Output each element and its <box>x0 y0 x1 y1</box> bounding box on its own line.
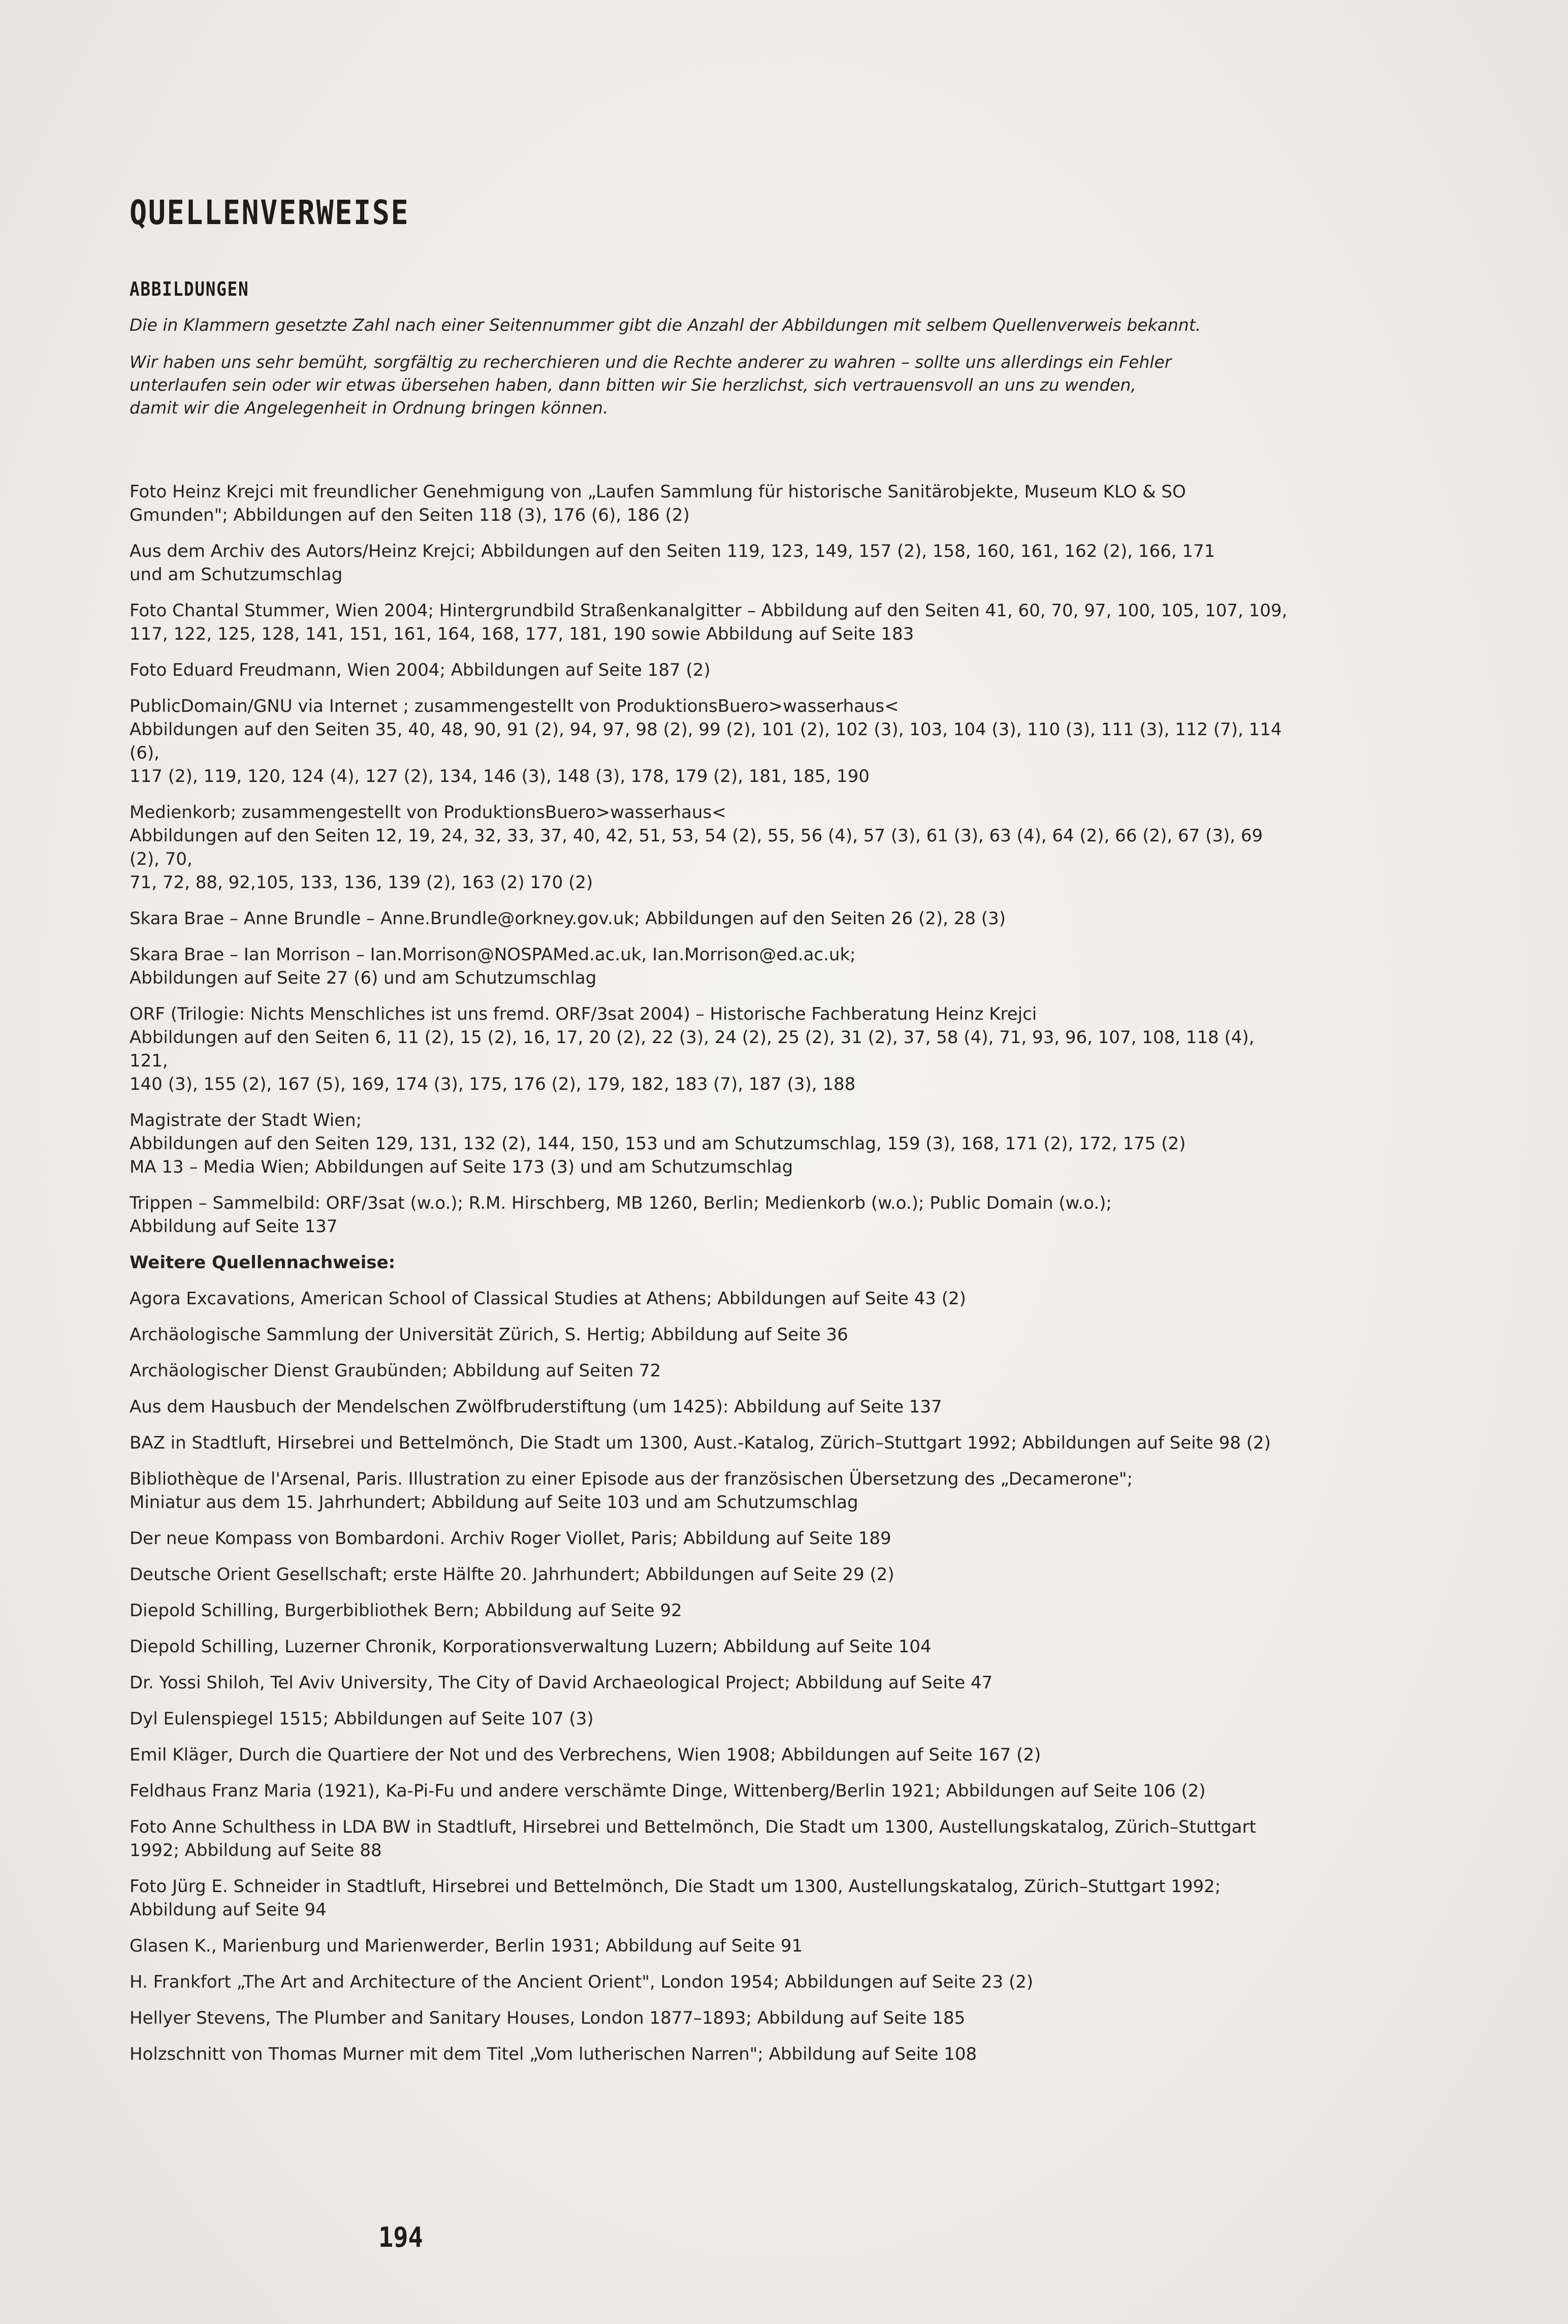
further-source-entry: Diepold Schilling, Luzerner Chronik, Korporationsverwaltung Luzern; Abbildung auf Seite 104 <box>130 1637 932 1657</box>
further-source-entry: Dyl Eulenspiegel 1515; Abbildungen auf Seite 107 (3) <box>130 1709 594 1729</box>
source-entry: PublicDomain/GNU via Internet ; zusammengestellt von ProduktionsBuero>wasserhaus< Abbildungen auf den Seiten 35, 40, 48, 90, 91 (2), 94, 97, 98 (2), 99 (2), 101 (2), 102 (3), 103, 104 (3), 110 (3), 111 (3), 112 (7), 114 (6), 117 (2), 119, 120, 124 (4), 127 (2), 134, 146 (3), 148 (3), 178, 179 (2), 181, 185, 190 <box>130 696 1282 787</box>
further-source-entry: Archäologische Sammlung der Universität Zürich, S. Hertig; Abbildung auf Seite 36 <box>130 1325 848 1345</box>
further-source-entry: Emil Kläger, Durch die Quartiere der Not und des Verbrechens, Wien 1908; Abbildungen auf Seite 167 (2) <box>130 1745 1041 1765</box>
further-source-entry: BAZ in Stadtluft, Hirsebrei und Bettelmönch, Die Stadt um 1300, Aust.-Katalog, Zürich–Stuttgart 1992; Abbildungen auf Seite 98 (2) <box>130 1433 1271 1453</box>
content-column <box>130 193 1298 2079</box>
source-entry: Aus dem Archiv des Autors/Heinz Krejci; Abbildungen auf den Seiten 119, 123, 149, 157 (2), 158, 160, 161, 162 (2), 166, 171 und am Schutzumschlag <box>130 541 1215 585</box>
page-number: 194 <box>378 2221 423 2253</box>
source-entry: Foto Eduard Freudmann, Wien 2004; Abbildungen auf Seite 187 (2) <box>130 660 711 680</box>
further-source-entry: Glasen K., Marienburg und Marienwerder, Berlin 1931; Abbildung auf Seite 91 <box>130 1936 803 1956</box>
further-source-entry: Deutsche Orient Gesellschaft; erste Hälfte 20. Jahrhundert; Abbildungen auf Seite 29 (2) <box>130 1564 894 1585</box>
intro-note: Die in Klammern gesetzte Zahl nach einer Seitennummer gibt die Anzahl der Abbildungen mit selbem Quellenverweis bekannt. <box>130 315 1201 335</box>
source-entry: Skara Brae – Anne Brundle – Anne.Brundle@orkney.gov.uk; Abbildungen auf den Seiten 26 (2), 28 (3) <box>130 908 1006 929</box>
source-entry: Magistrate der Stadt Wien; Abbildungen auf den Seiten 129, 131, 132 (2), 144, 150, 153 und am Schutzumschlag, 159 (3), 168, 171 (2), 172, 175 (2) MA 13 – Media Wien; Abbildungen auf Seite 173 (3) und am Schutzumschlag <box>130 1110 1186 1177</box>
source-entry: ORF (Trilogie: Nichts Menschliches ist uns fremd. ORF/3sat 2004) – Historische Fachberatung Heinz Krejci Abbildungen auf den Seiten 6, 11 (2), 15 (2), 16, 17, 20 (2), 22 (3), 24 (2), 25 (2), 31 (2), 37, 58 (4), 71, 93, 96, 107, 108, 118 (4), 121, 140 (3), 155 (2), 167 (5), 169, 174 (3), 175, 176 (2), 179, 182, 183 (7), 187 (3), 188 <box>130 1004 1255 1094</box>
further-source-entry: Bibliothèque de l'Arsenal, Paris. Illustration zu einer Episode aus der französischen Übersetzung des „Decamerone"; Miniatur aus dem 15. Jahrhundert; Abbildung auf Seite 103 und am Schutzumschlag <box>130 1469 1133 1513</box>
source-entry: Foto Heinz Krejci mit freundlicher Genehmigung von „Laufen Sammlung für historische Sanitärobjekte, Museum KLO & SO Gmunden"; Abbildungen auf den Seiten 118 (3), 176 (6), 186 (2) <box>130 482 1186 525</box>
further-source-entry: Holzschnitt von Thomas Murner mit dem Titel „Vom lutherischen Narren"; Abbildung auf Seite 108 <box>130 2044 977 2064</box>
further-source-entry: Dr. Yossi Shiloh, Tel Aviv University, The City of David Archaeological Project; Abbildung auf Seite 47 <box>130 1673 993 1693</box>
further-source-entry: Archäologischer Dienst Graubünden; Abbildung auf Seiten 72 <box>130 1361 661 1381</box>
further-source-entry: Foto Anne Schulthess in LDA BW in Stadtluft, Hirsebrei und Bettelmönch, Die Stadt um 1300, Austellungskatalog, Zürich–Stuttgart 1992; Abbildung auf Seite 88 <box>130 1817 1256 1861</box>
further-sources-heading: Weitere Quellennachweise: <box>130 1252 396 1273</box>
further-source-entry: Hellyer Stevens, The Plumber and Sanitary Houses, London 1877–1893; Abbildung auf Seite 185 <box>130 2008 966 2028</box>
source-entry: Medienkorb; zusammengestellt von ProduktionsBuero>wasserhaus< Abbildungen auf den Seiten 12, 19, 24, 32, 33, 37, 40, 42, 51, 53, 54 (2), 55, 56 (4), 57 (3), 61 (3), 63 (4), 64 (2), 66 (2), 67 (3), 69 (2), 70, 71, 72, 88, 92,105, 133, 136, 139 (2), 163 (2) 170 (2) <box>130 802 1263 893</box>
further-source-entry: Der neue Kompass von Bombardoni. Archiv Roger Viollet, Paris; Abbildung auf Seite 189 <box>130 1528 891 1549</box>
further-source-entry: Foto Jürg E. Schneider in Stadtluft, Hirsebrei und Bettelmönch, Die Stadt um 1300, Austellungskatalog, Zürich–Stuttgart 1992; Abbildung auf Seite 94 <box>130 1876 1221 1920</box>
further-source-entry: Feldhaus Franz Maria (1921), Ka-Pi-Fu und andere verschämte Dinge, Wittenberg/Berlin 1921; Abbildungen auf Seite 106 (2) <box>130 1781 1206 1801</box>
disclaimer-note: Wir haben uns sehr bemüht, sorgfältig zu recherchieren und die Rechte anderer zu wahren – sollte uns allerdings ein Fehler unterlaufen sein oder wir etwas übersehen haben, dann bitten wir Sie herzlichst, sich vertrauensvoll an uns zu wenden, damit wir die Angelegenheit in Ordnung bringen können. <box>130 352 1172 418</box>
source-entry: Skara Brae – Ian Morrison – Ian.Morrison@NOSPAMed.ac.uk, Ian.Morrison@ed.ac.uk; Abbildungen auf Seite 27 (6) und am Schutzumschlag <box>130 945 856 988</box>
source-entry: Trippen – Sammelbild: ORF/3sat (w.o.); R.M. Hirschberg, MB 1260, Berlin; Medienkorb (w.o.); Public Domain (w.o.); Abbildung auf Seite 137 <box>130 1193 1112 1237</box>
further-source-entry: Aus dem Hausbuch der Mendelschen Zwölfbruderstiftung (um 1425): Abbildung auf Seite 137 <box>130 1397 942 1417</box>
page-title: QUELLENVERWEISE <box>130 193 410 232</box>
source-entry: Foto Chantal Stummer, Wien 2004; Hintergrundbild Straßenkanalgitter – Abbildung auf den Seiten 41, 60, 70, 97, 100, 105, 107, 109, 117, 122, 125, 128, 141, 151, 161, 164, 168, 177, 181, 190 sowie Abbildung auf Seite 183 <box>130 601 1288 644</box>
further-source-entry: H. Frankfort „The Art and Architecture of the Ancient Orient", London 1954; Abbildungen auf Seite 23 (2) <box>130 1972 1034 1992</box>
further-source-entry: Diepold Schilling, Burgerbibliothek Bern; Abbildung auf Seite 92 <box>130 1600 682 1621</box>
further-source-entry: Agora Excavations, American School of Classical Studies at Athens; Abbildungen auf Seite 43 (2) <box>130 1289 966 1309</box>
section-heading: ABBILDUNGEN <box>130 278 249 300</box>
